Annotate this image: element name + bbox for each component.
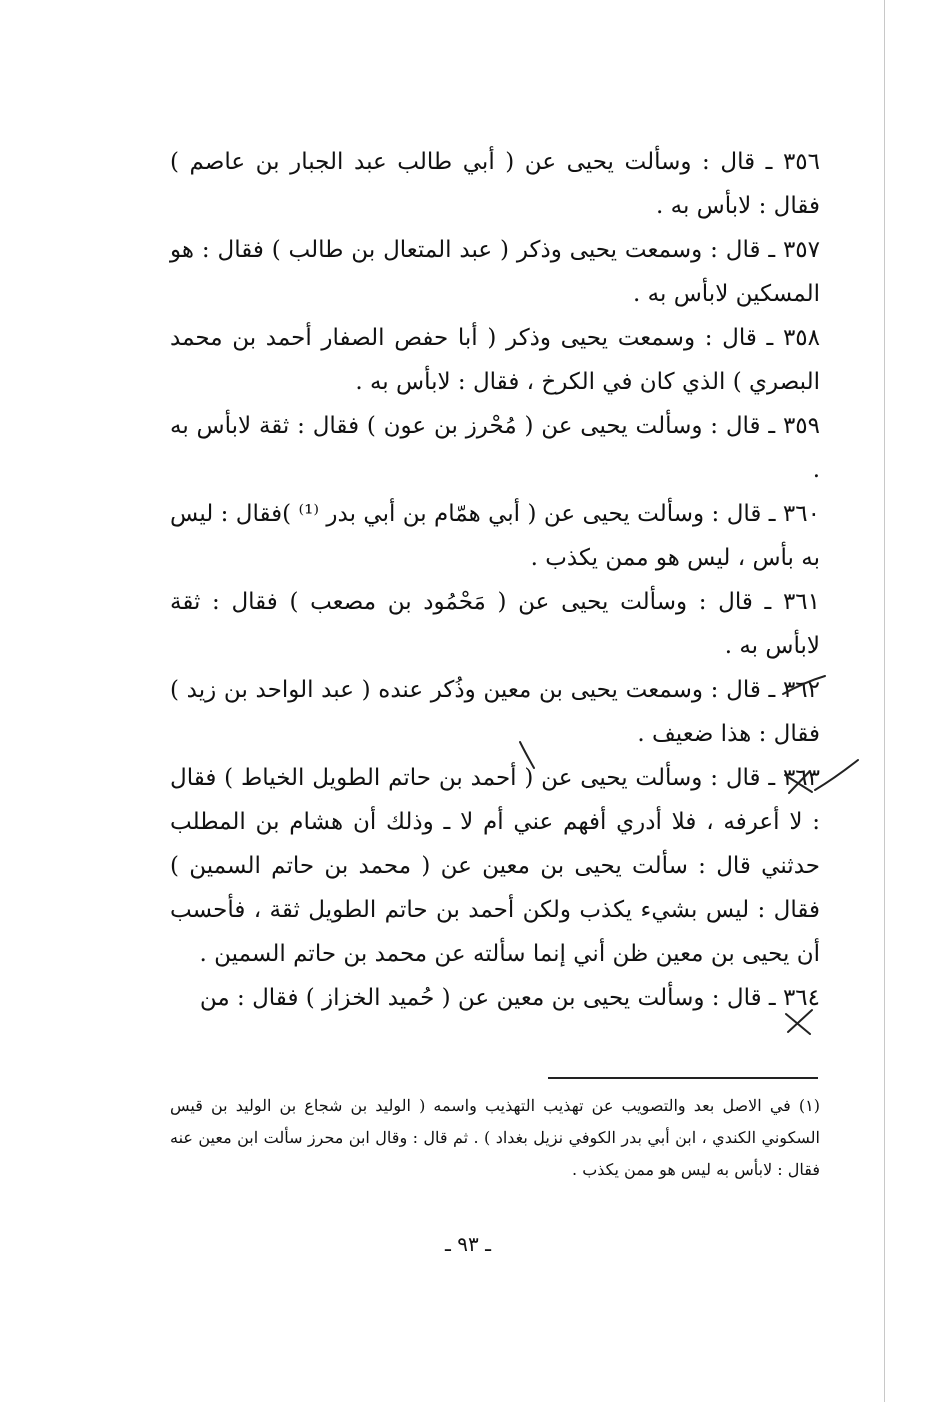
entry-359: ٣٥٩ ـ قال : وسألت يحيى عن ( مُحْرز بن عون ) فقال : ثقة لابأس به .: [170, 413, 820, 483]
footnote: (١) في الاصل بعد والتصويب عن تهذيب التهذيب واسمه ( الوليد بن شجاع بن الوليد بن قيس السكوني الكندي ، ابن أبي بدر الكوفي نزيل بغداد ) . ثم قال : وقال ابن محرز سألت ابن معين عنه فقال : لابأس به ليس هو ممن يكذب .: [170, 1096, 820, 1179]
pen-stroke-363-b: [815, 760, 858, 790]
entry-357: ٣٥٧ ـ قال : وسمعت يحيى وذكر ( عبد المتعال بن طالب ) فقال : هو المسكين لابأس به .: [170, 237, 820, 307]
main-text: [170, 140, 820, 1020]
page-edge-line: [884, 0, 885, 1402]
entry-358: ٣٥٨ ـ قال : وسمعت يحيى وذكر ( أبا حفص الصفار أحمد بن محمد البصري ) الذي كان في الكرخ ، فقال : لابأس به .: [170, 325, 820, 395]
entry-363: ٣٦٣ ـ قال : وسألت يحيى عن ( أحمد بن حاتم الطويل الخياط ) فقال : لا أعرفه ، فلا أدري أفهم عني أم لا ـ وذلك أن هشام بن المطلب حدثني قال : سألت يحيى بن معين عن ( محمد بن حاتم السمين ) فقال : ليس بشيء يكذب ولكن أحمد بن حاتم الطويل ثقة ، فأحسب أن يحيى بن معين ظن أني إنما سألته عن محمد بن حاتم السمين .: [170, 765, 820, 967]
entry-362: ٣٦٢ ـ قال : وسمعت يحيى بن معين وذُكر عنده ( عبد الواحد بن زيد ) فقال : هذا ضعيف .: [170, 677, 820, 747]
entry-361: ٣٦١ ـ قال : وسألت يحيى عن ( مَحْمُود بن مصعب ) فقال : ثقة لابأس به .: [170, 589, 820, 659]
page-number: ـ ٩٣ ـ: [445, 1232, 491, 1256]
footnote-divider: [548, 1077, 818, 1079]
entry-360: ٣٦٠ ـ قال : وسألت يحيى عن ( أبي همّام بن أبي بدر ⁽¹⁾ )فقال : ليس به بأس ، ليس هو ممن يكذب .: [170, 501, 820, 571]
entry-356: ٣٥٦ ـ قال : وسألت يحيى عن ( أبي طالب عبد الجبار بن عاصم ) فقال : لابأس به .: [170, 149, 820, 219]
entry-364: ٣٦٤ ـ قال : وسألت يحيى بن معين عن ( حُميد الخزاز ) فقال : من: [199, 985, 820, 1011]
